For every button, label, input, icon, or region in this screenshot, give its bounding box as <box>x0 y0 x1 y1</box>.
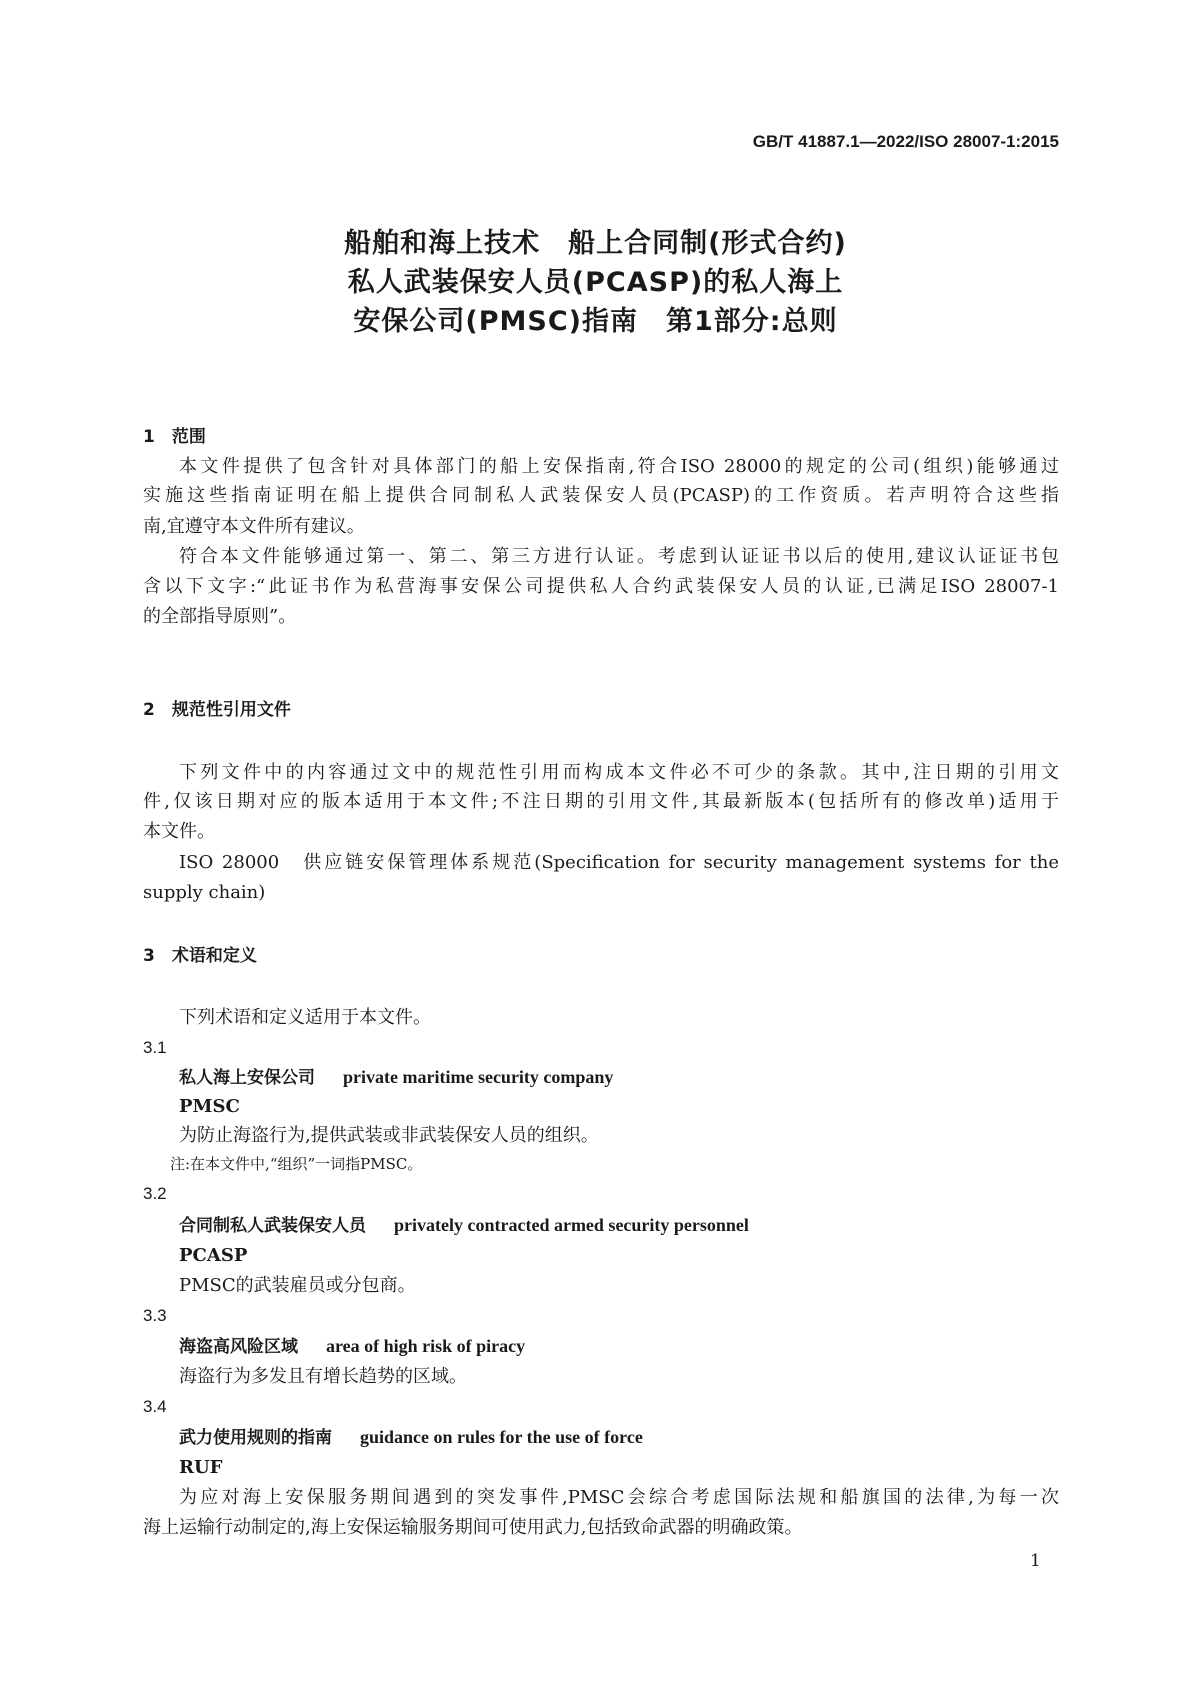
term-zh: 海盗高风险区域 <box>179 1337 298 1357</box>
reference-line: supply chain) <box>143 882 266 903</box>
term-number: 3.4 <box>143 1397 167 1416</box>
section-3-intro: 下列术语和定义适用于本文件。 <box>179 1007 431 1028</box>
term-number: 3.3 <box>143 1306 167 1325</box>
term-definition: 为防止海盗行为,提供武装或非武装保安人员的组织。 <box>179 1125 599 1146</box>
term-en: privately contracted armed security personnel <box>394 1215 749 1235</box>
term-definition: 为应对海上安保服务期间遇到的突发事件,PMSC会综合考虑国际法规和船旗国的法律,为每一次 <box>179 1487 1059 1508</box>
paragraph-line: 本文件。 <box>143 821 215 842</box>
reference-line: ISO 28000 供应链安保管理体系规范(Specification for security management systems for the <box>179 852 1059 873</box>
paragraph-line: 件,仅该日期对应的版本适用于本文件;不注日期的引用文件,其最新版本(包括所有的修改单)适用于 <box>143 791 1059 812</box>
term-zh: 合同制私人武装保安人员 <box>179 1216 366 1236</box>
term-number: 3.2 <box>143 1184 167 1203</box>
term-en: private maritime security company <box>343 1067 614 1087</box>
paragraph-line: 下列文件中的内容通过文中的规范性引用而构成本文件必不可少的条款。其中,注日期的引用文 <box>179 762 1059 783</box>
term-zh: 武力使用规则的指南 <box>179 1428 332 1448</box>
term-definition: 海盗行为多发且有增长趋势的区域。 <box>179 1366 467 1387</box>
paragraph-line: 实施这些指南证明在船上提供合同制私人武装保安人员(PCASP)的工作资质。若声明符合这些指 <box>143 485 1059 506</box>
term-en: guidance on rules for the use of force <box>360 1427 643 1447</box>
section-1-heading: 1 范围 <box>143 427 206 447</box>
term-definition: PMSC的武装雇员或分包商。 <box>179 1275 416 1296</box>
title-line-3: 安保公司(PMSC)指南 第1部分:总则 <box>353 306 838 337</box>
title-line-2: 私人武装保安人员(PCASP)的私人海上 <box>347 267 844 298</box>
term-zh: 私人海上安保公司 <box>179 1068 315 1088</box>
term-heading <box>179 1065 1059 1090</box>
term-note: 注:在本文件中,“组织”一词指PMSC。 <box>170 1155 423 1173</box>
term-abbr: RUF <box>179 1457 223 1478</box>
term-heading <box>179 1213 1059 1238</box>
paragraph-line: 的全部指导原则”。 <box>143 606 297 627</box>
standard-number: GB/T 41887.1—2022/ISO 28007-1:2015 <box>752 132 1059 151</box>
section-3-heading: 3 术语和定义 <box>143 946 257 966</box>
term-number: 3.1 <box>143 1038 167 1057</box>
paragraph-line: 符合本文件能够通过第一、第二、第三方进行认证。考虑到认证证书以后的使用,建议认证证书包 <box>179 546 1059 567</box>
term-heading <box>179 1425 1059 1450</box>
paragraph-line: 南,宜遵守本文件所有建议。 <box>143 516 365 537</box>
term-abbr: PCASP <box>179 1245 248 1266</box>
term-en: area of high risk of piracy <box>326 1336 526 1356</box>
page-number: 1 <box>1030 1551 1041 1571</box>
term-abbr: PMSC <box>179 1096 240 1117</box>
section-2-heading: 2 规范性引用文件 <box>143 700 291 720</box>
paragraph-line: 本文件提供了包含针对具体部门的船上安保指南,符合ISO 28000的规定的公司(组织)能够通过 <box>179 456 1059 477</box>
title-line-1: 船舶和海上技术 船上合同制(形式合约) <box>344 228 847 259</box>
paragraph-line: 含以下文字:“此证书作为私营海事安保公司提供私人合约武装保安人员的认证,已满足ISO 28007-1 <box>143 576 1059 597</box>
term-definition: 海上运输行动制定的,海上安保运输服务期间可使用武力,包括致命武器的明确政策。 <box>143 1517 803 1538</box>
term-heading <box>179 1334 1059 1359</box>
